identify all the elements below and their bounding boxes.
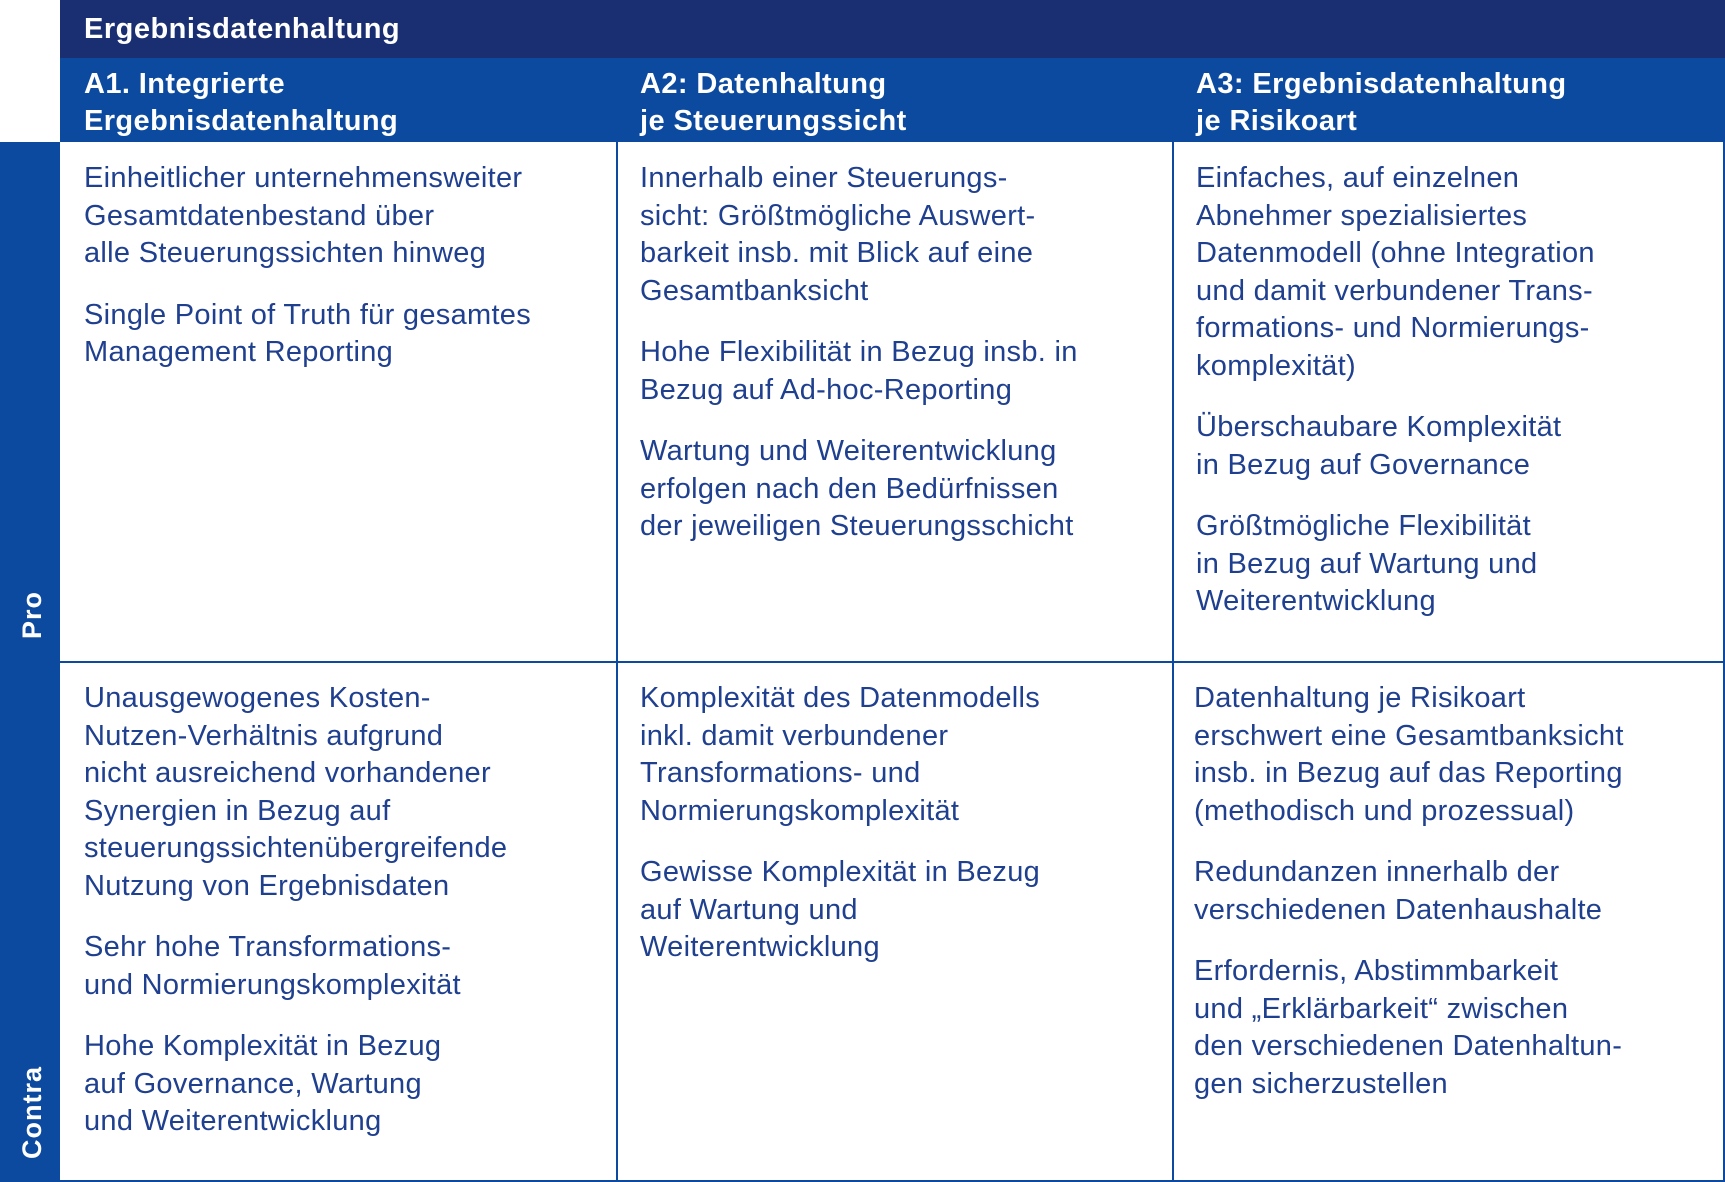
row-divider: [60, 661, 1725, 663]
column-divider-2: [1172, 142, 1174, 1182]
column-header-row: [60, 58, 1725, 142]
cell-paragraph: Überschaubare Komplexität in Bezug auf Governance: [1196, 411, 1562, 481]
column-heading-a2: A2: Datenhaltung je Steuerungssicht: [640, 68, 907, 137]
cell-paragraph: Komplexität des Datenmodells inkl. damit verbundener Transformations- und Normierungskomplexität: [640, 682, 1041, 827]
cell-paragraph: Hohe Komplexität in Bezug auf Governance, Wartung und Weiterentwicklung: [84, 1030, 442, 1137]
column-heading-a3: A3: Ergebnisdatenhaltung je Risikoart: [1196, 68, 1567, 137]
row-label-pro-bar: [0, 142, 60, 662]
cell-paragraph: Wartung und Weiterentwicklung erfolgen nach den Bedürfnissen der jeweiligen Steuerungsschicht: [640, 435, 1074, 542]
cell-pro-a2: [640, 160, 1160, 570]
cell-paragraph: Gewisse Komplexität in Bezug auf Wartung und Weiterentwicklung: [640, 856, 1041, 963]
cell-paragraph: Größtmögliche Flexibilität in Bezug auf Wartung und Weiterentwicklung: [1196, 510, 1538, 617]
cell-contra-a2: [640, 680, 1160, 991]
row-label-contra: Contra: [17, 1066, 47, 1159]
row-label-contra-bar: [0, 662, 60, 1182]
cell-paragraph: Innerhalb einer Steuerungs- sicht: Größtmögliche Auswert- barkeit insb. mit Blick auf eine Gesamtbanksicht: [640, 162, 1036, 307]
cell-paragraph: Single Point of Truth für gesamtes Management Reporting: [84, 298, 532, 368]
cell-paragraph: Datenhaltung je Risikoart erschwert eine Gesamtbanksicht insb. in Bezug auf das Reporting (methodisch und prozessual): [1194, 682, 1624, 827]
cell-pro-a3: [1196, 160, 1716, 645]
cell-contra-a1: [84, 680, 604, 1165]
cell-paragraph: Unausgewogenes Kosten- Nutzen-Verhältnis aufgrund nicht ausreichend vorhandener Synergien in Bezug auf steuerungssichtenübergreifende Nutzung von Ergebnisdaten: [84, 682, 508, 902]
cell-paragraph: Einheitlicher unternehmensweiter Gesamtdatenbestand über alle Steuerungssichten hinweg: [84, 162, 523, 269]
column-divider-1: [616, 142, 618, 1182]
column-heading-a1: A1. Integrierte Ergebnisdatenhaltung: [84, 68, 399, 137]
cell-paragraph: Erfordernis, Abstimmbarkeit und „Erklärbarkeit“ zwischen den verschiedenen Datenhaltun- gen sicherzustellen: [1194, 955, 1623, 1100]
cell-contra-a3: [1194, 680, 1718, 1127]
cell-paragraph: Redundanzen innerhalb der verschiedenen Datenhaushalte: [1194, 856, 1603, 926]
cell-pro-a1: [84, 160, 604, 396]
cell-paragraph: Sehr hohe Transformations- und Normierungskomplexität: [84, 931, 461, 1001]
row-label-pro: Pro: [17, 590, 47, 639]
table-title: Ergebnisdatenhaltung: [60, 0, 1725, 58]
cell-paragraph: Hohe Flexibilität in Bezug insb. in Bezug auf Ad-hoc-Reporting: [640, 336, 1078, 406]
cell-paragraph: Einfaches, auf einzelnen Abnehmer spezialisiertes Datenmodell (ohne Integration und damit verbundener Trans- formations- und Normierungs- komplexität): [1196, 162, 1595, 382]
